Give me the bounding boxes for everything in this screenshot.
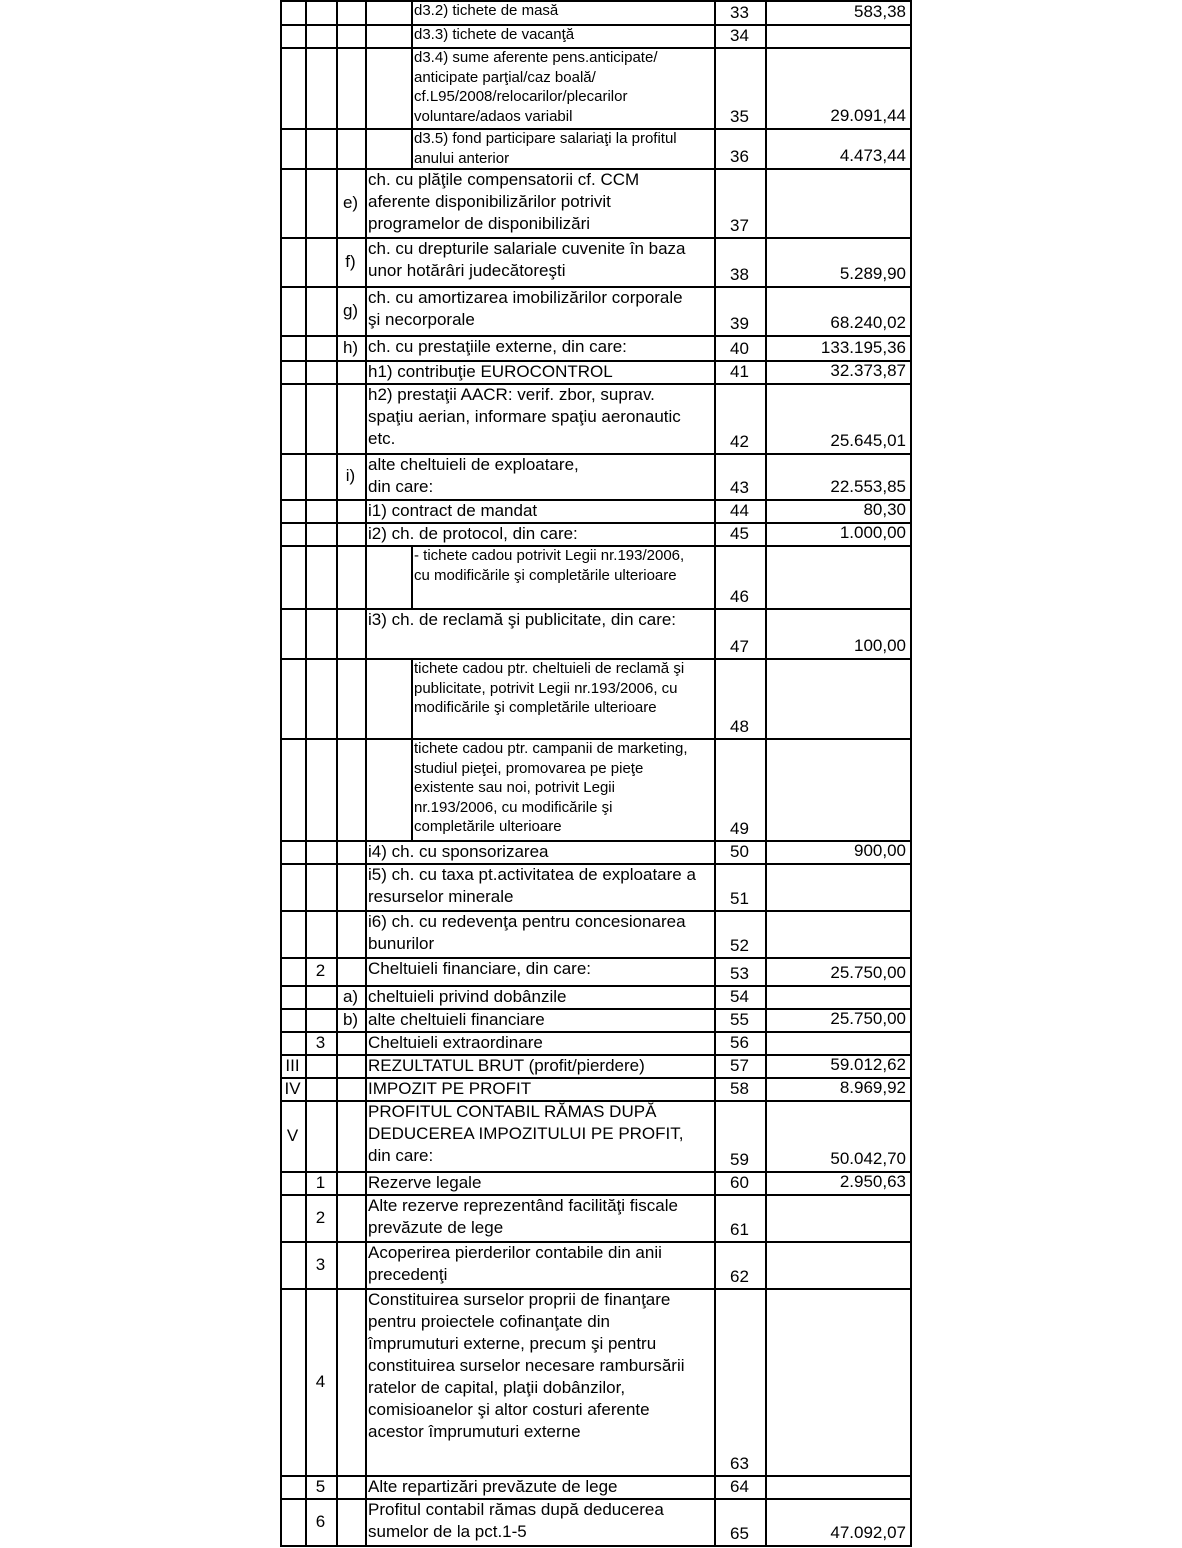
grid-line	[365, 383, 367, 455]
row-description: Acoperirea pierderilor contabile din anii	[368, 1243, 662, 1262]
row-value: 133.195,36	[820, 338, 906, 357]
grid-line	[365, 24, 367, 49]
row-description: împrumuturi externe, precum şi pentru	[368, 1334, 657, 1353]
row-description: aferente disponibilizărilor potrivit	[368, 192, 611, 211]
row-description: PROFITUL CONTABIL RĂMAS DUPĂ	[368, 1102, 657, 1121]
row-number: 54	[730, 987, 749, 1006]
row-description: tichete cadou ptr. campanii de marketing,	[414, 740, 688, 757]
grid-line	[365, 863, 367, 912]
grid-line	[365, 910, 367, 959]
grid-line	[365, 1241, 367, 1290]
grid-line	[365, 0, 367, 26]
row-description: d3.3) tichete de vacanţă	[414, 26, 575, 43]
row-number: 60	[730, 1173, 749, 1192]
row-number: 40	[730, 339, 749, 358]
row-value: 59.012,62	[830, 1055, 906, 1074]
grid-line	[365, 522, 367, 547]
row-value: 8.969,92	[839, 1078, 906, 1097]
row-description: IMPOZIT PE PROFIT	[368, 1079, 532, 1098]
row-description: Constituirea surselor proprii de finanţare	[368, 1290, 671, 1309]
row-description: alte cheltuieli de exploatare,	[368, 455, 579, 474]
grid-line	[910, 0, 912, 1547]
grid-line	[365, 1194, 367, 1243]
grid-line	[411, 128, 413, 170]
row-description: precedenţi	[368, 1265, 448, 1284]
row-number: 36	[730, 147, 749, 166]
row-value: 100,00	[854, 636, 906, 655]
row-description: h2) prestaţii AACR: verif. zbor, suprav.	[368, 385, 655, 404]
row-description: i5) ch. cu taxa pt.activitatea de exploatare a	[368, 865, 696, 884]
row-description: Profitul contabil rămas după deducerea	[368, 1500, 664, 1519]
row-description: cu modificările şi completările ulterioare	[414, 566, 677, 584]
row-letter: i)	[345, 466, 356, 485]
row-description: REZULTATUL BRUT (profit/pierdere)	[368, 1056, 645, 1075]
row-description: acestor împrumuturi externe	[368, 1422, 581, 1441]
row-number: 44	[730, 501, 749, 520]
grid-line	[365, 545, 367, 610]
row-number: 42	[730, 432, 749, 451]
row-description: comisioanelor şi altor costuri aferente	[368, 1400, 650, 1419]
row-number: 48	[730, 717, 749, 736]
grid-line	[336, 0, 338, 1547]
grid-line	[365, 738, 367, 842]
row-value: 25.750,00	[830, 1009, 906, 1028]
row-value: 4.473,44	[839, 146, 906, 165]
row-value: 32.373,87	[830, 361, 906, 380]
row-description: modificările şi completările ulterioare	[414, 699, 657, 716]
grid-line	[365, 499, 367, 524]
row-number: 56	[730, 1033, 749, 1052]
row-number: 38	[730, 265, 749, 284]
row-description: tichete cadou ptr. cheltuieli de reclamă şi	[414, 660, 685, 677]
row-description: ch. cu amortizarea imobilizărilor corporale	[368, 288, 683, 307]
row-number: 35	[730, 107, 749, 126]
grid-line	[365, 335, 367, 362]
row-value: 22.553,85	[830, 477, 906, 496]
row-number: 49	[730, 819, 749, 838]
grid-line	[280, 0, 282, 1547]
row-number: 37	[730, 216, 749, 235]
row-description: Cheltuieli financiare, din care:	[368, 959, 592, 978]
row-description: i3) ch. de reclamă şi publicitate, din care:	[368, 610, 677, 629]
row-value: 68.240,02	[830, 313, 906, 332]
row-index: 6	[315, 1511, 326, 1531]
grid-line	[365, 1171, 367, 1196]
row-number: 57	[730, 1056, 749, 1075]
row-number: 65	[730, 1524, 749, 1543]
row-number: 58	[730, 1079, 749, 1098]
row-number: 34	[730, 26, 749, 45]
grid-line	[365, 168, 367, 239]
grid-line	[411, 24, 413, 49]
grid-line	[365, 453, 367, 501]
row-number: 45	[730, 524, 749, 543]
row-description: h1) contribuţie EUROCONTROL	[368, 362, 613, 381]
grid-line	[365, 1031, 367, 1056]
grid-line	[365, 840, 367, 865]
row-value: 1.000,00	[839, 523, 906, 542]
row-value: 5.289,90	[839, 264, 906, 283]
grid-line	[365, 1077, 367, 1102]
row-description: bunurilor	[368, 934, 435, 953]
row-letter: f)	[345, 251, 356, 271]
row-description: din care:	[368, 1146, 434, 1165]
grid-line	[365, 608, 367, 660]
row-description: cf.L95/2008/relocarilor/plecarilor	[414, 88, 628, 105]
row-number: 55	[730, 1010, 749, 1029]
row-letter: b)	[342, 1009, 359, 1029]
grid-line	[365, 360, 367, 385]
grid-line	[365, 1008, 367, 1033]
row-index: 5	[315, 1476, 326, 1496]
grid-line	[365, 1100, 367, 1173]
row-description: ch. cu prestaţiile externe, din care:	[368, 337, 627, 356]
row-description: ch. cu plăţile compensatorii cf. CCM	[368, 170, 640, 189]
row-description: Cheltuieli extraordinare	[368, 1033, 543, 1052]
row-description: cheltuieli privind dobânzile	[368, 987, 567, 1006]
row-index: 3	[315, 1032, 326, 1052]
row-description: anului anterior	[414, 149, 510, 167]
grid-line	[411, 47, 413, 130]
row-number: 64	[730, 1477, 749, 1496]
row-description: Alte repartizări prevăzute de lege	[368, 1477, 618, 1496]
row-description: programelor de disponibilizări	[368, 214, 591, 233]
row-description: etc.	[368, 429, 396, 448]
row-letter: e)	[342, 192, 359, 212]
grid-line	[365, 128, 367, 170]
row-roman: V	[286, 1125, 299, 1145]
row-value: 25.750,00	[830, 963, 906, 982]
row-description: existente sau noi, potrivit Legii	[414, 779, 615, 796]
row-number: 43	[730, 478, 749, 497]
row-value: 80,30	[863, 500, 906, 519]
row-description: d3.5) fond participare salariaţi la profitul	[414, 130, 677, 147]
row-number: 63	[730, 1454, 749, 1473]
row-description: d3.2) tichete de masă	[414, 2, 559, 19]
grid-line	[365, 1475, 367, 1500]
row-number: 39	[730, 314, 749, 333]
row-description: voluntare/adaos variabil	[414, 107, 573, 125]
grid-line	[280, 0, 912, 2]
row-number: 61	[730, 1220, 749, 1239]
grid-line	[365, 957, 367, 987]
row-value: 2.950,63	[839, 1172, 906, 1191]
row-description: prevăzute de lege	[368, 1218, 504, 1237]
row-description: alte cheltuieli financiare	[368, 1010, 545, 1029]
row-number: 53	[730, 964, 749, 983]
row-description: spaţiu aerian, informare spaţiu aeronautic	[368, 407, 681, 426]
row-roman: III	[285, 1055, 300, 1075]
row-description: ch. cu drepturile salariale cuvenite în baza	[368, 239, 686, 258]
row-description: Alte rezerve reprezentând facilităţi fiscale	[368, 1196, 678, 1215]
row-description: constituirea surselor necesare rambursării	[368, 1356, 685, 1375]
row-description: i4) ch. cu sponsorizarea	[368, 842, 549, 861]
row-number: 50	[730, 842, 749, 861]
row-value: 29.091,44	[830, 106, 906, 125]
row-description: resurselor minerale	[368, 887, 514, 906]
row-value: 583,38	[854, 2, 906, 21]
grid-line	[411, 545, 413, 610]
row-description: sumelor de la pct.1-5	[368, 1522, 527, 1541]
row-number: 33	[730, 3, 749, 22]
row-index: 4	[315, 1371, 326, 1391]
row-value: 25.645,01	[830, 431, 906, 450]
grid-line	[280, 1545, 912, 1547]
row-number: 47	[730, 637, 749, 656]
grid-line	[365, 985, 367, 1010]
row-description: d3.4) sume aferente pens.anticipate/	[414, 49, 658, 66]
grid-line	[365, 1498, 367, 1547]
row-index: 3	[315, 1254, 326, 1274]
row-description: şi necorporale	[368, 310, 475, 329]
grid-line	[365, 658, 367, 740]
financial-statement-table	[280, 0, 912, 1548]
row-number: 46	[730, 587, 749, 606]
row-description: din care:	[368, 477, 434, 496]
row-description: pentru proiectele cofinanţate din	[368, 1312, 610, 1331]
row-description: anticipate parţial/caz boală/	[414, 68, 596, 86]
row-description: nr.193/2006, cu modificările şi	[414, 798, 613, 816]
grid-line	[280, 24, 912, 26]
row-description: completările ulterioare	[414, 818, 562, 835]
grid-line	[365, 237, 367, 288]
row-index: 2	[315, 961, 326, 980]
row-value: 47.092,07	[830, 1523, 906, 1542]
row-description: i6) ch. cu redevenţa pentru concesionarea	[368, 912, 686, 931]
row-number: 62	[730, 1267, 749, 1286]
row-number: 59	[730, 1150, 749, 1169]
row-roman: IV	[284, 1078, 301, 1098]
row-description: ratelor de capital, plaţii dobânzilor,	[368, 1378, 626, 1397]
row-description: Rezerve legale	[368, 1173, 482, 1192]
row-number: 41	[730, 362, 749, 381]
row-description: DEDUCEREA IMPOZITULUI PE PROFIT,	[368, 1124, 684, 1143]
row-description: - tichete cadou potrivit Legii nr.193/2006,	[414, 547, 685, 564]
row-description: publicitate, potrivit Legii nr.193/2006, cu	[414, 679, 678, 697]
row-letter: h)	[342, 337, 359, 357]
row-value: 50.042,70	[830, 1149, 906, 1168]
row-description: unor hotărâri judecătoreşti	[368, 261, 566, 280]
row-number: 52	[730, 936, 749, 955]
row-value: 900,00	[854, 841, 906, 860]
row-index: 1	[315, 1172, 326, 1192]
grid-line	[305, 0, 307, 1547]
row-number: 51	[730, 889, 749, 908]
row-description: i2) ch. de protocol, din care:	[368, 524, 578, 543]
grid-line	[411, 658, 413, 740]
row-letter: a)	[342, 986, 359, 1006]
grid-line	[365, 1288, 367, 1477]
grid-line	[411, 738, 413, 842]
grid-line	[365, 47, 367, 130]
row-description: i1) contract de mandat	[368, 501, 538, 520]
grid-line	[365, 1054, 367, 1079]
grid-line	[365, 286, 367, 337]
row-index: 2	[315, 1207, 326, 1227]
grid-line	[411, 0, 413, 26]
row-letter: g)	[342, 300, 359, 320]
grid-line	[765, 0, 767, 1547]
row-description: studiul pieţei, promovarea pe pieţe	[414, 759, 644, 777]
